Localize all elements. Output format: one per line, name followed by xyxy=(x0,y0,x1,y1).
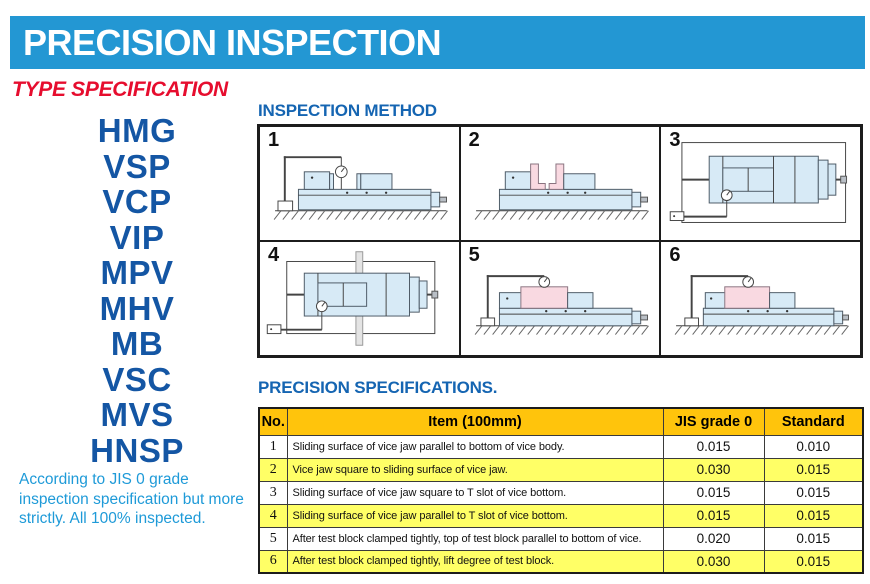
type-code-list xyxy=(25,113,249,468)
precision-specifications-heading: PRECISION SPECIFICATIONS. xyxy=(258,378,498,397)
step-number: 4 xyxy=(268,244,280,266)
type-code: MVS xyxy=(100,396,174,433)
test-block xyxy=(725,287,770,308)
page-title: PRECISION INSPECTION xyxy=(23,21,442,63)
square-block-icon xyxy=(549,164,564,189)
vice-side-view-test-block-lift-diagram xyxy=(661,242,860,355)
row-item: Sliding surface of vice jaw square to T slot of vice bottom. xyxy=(287,481,663,504)
inspection-note: According to JIS 0 grade inspection specification but more strictly. All 100% inspected. xyxy=(19,471,244,527)
inspection-method-heading: INSPECTION METHOD xyxy=(258,101,437,120)
dial-indicator-icon xyxy=(722,190,733,201)
row-jis-value: 0.030 xyxy=(663,458,764,481)
method-step-4 xyxy=(259,241,460,356)
vice-top-view-t-slot-diagram xyxy=(260,242,459,355)
row-item: Sliding surface of vice jaw parallel to bottom of vice body. xyxy=(287,435,663,458)
row-jis-value: 0.015 xyxy=(663,481,764,504)
square-block-icon xyxy=(530,164,545,189)
table-row xyxy=(259,435,863,458)
step-number: 3 xyxy=(669,129,681,151)
table-row xyxy=(259,504,863,527)
row-no: 1 xyxy=(259,435,287,458)
step-number: 1 xyxy=(268,129,280,151)
row-item: After test block clamped tightly, top of test block parallel to bottom of vice. xyxy=(287,527,663,550)
type-code: VSC xyxy=(102,360,172,398)
type-code: VSP xyxy=(103,147,171,185)
title-banner xyxy=(10,16,865,69)
table-row xyxy=(259,458,863,481)
type-code: HMG xyxy=(97,112,177,149)
column-header-no: No. xyxy=(259,408,287,435)
vice-side-view-square-blocks-diagram xyxy=(461,127,660,240)
column-header-jis-grade-0: JIS grade 0 xyxy=(663,408,764,435)
row-item: After test block clamped tightly, lift degree of test block. xyxy=(287,550,663,573)
type-code: MB xyxy=(110,325,164,362)
type-code: VCP xyxy=(102,183,172,220)
row-standard-value: 0.015 xyxy=(764,550,863,573)
row-item: Vice jaw square to sliding surface of vice jaw. xyxy=(287,458,663,481)
row-jis-value: 0.030 xyxy=(663,550,764,573)
method-step-5 xyxy=(460,241,661,356)
column-header-item: Item (100mm) xyxy=(287,408,663,435)
type-code: VIP xyxy=(109,218,165,256)
row-no: 6 xyxy=(259,550,287,573)
row-jis-value: 0.015 xyxy=(663,504,764,527)
table-header-row xyxy=(259,408,863,435)
type-code: MHV xyxy=(99,289,175,327)
row-standard-value: 0.015 xyxy=(764,504,863,527)
method-step-1 xyxy=(259,126,460,241)
row-item: Sliding surface of vice jaw parallel to T slot of vice bottom. xyxy=(287,504,663,527)
test-block xyxy=(521,287,568,308)
table-row xyxy=(259,527,863,550)
row-standard-value: 0.010 xyxy=(764,435,863,458)
row-standard-value: 0.015 xyxy=(764,481,863,504)
column-header-standard: Standard xyxy=(764,408,863,435)
table-row xyxy=(259,481,863,504)
row-no: 4 xyxy=(259,504,287,527)
method-step-2 xyxy=(460,126,661,241)
type-code: HNSP xyxy=(90,431,184,469)
row-standard-value: 0.015 xyxy=(764,458,863,481)
row-jis-value: 0.015 xyxy=(663,435,764,458)
method-step-6 xyxy=(660,241,861,356)
row-standard-value: 0.015 xyxy=(764,527,863,550)
type-specification-heading: TYPE SPECIFICATION xyxy=(12,78,228,101)
vice-side-view-indicator-diagram xyxy=(260,127,459,240)
row-no: 5 xyxy=(259,527,287,550)
vice-top-view-indicator-diagram xyxy=(661,127,860,240)
step-number: 6 xyxy=(669,244,681,266)
vice-side-view-test-block-diagram xyxy=(461,242,660,355)
dial-indicator-icon xyxy=(743,277,754,288)
row-no: 3 xyxy=(259,481,287,504)
step-number: 2 xyxy=(468,129,480,151)
method-step-3 xyxy=(660,126,861,241)
precision-specifications-table xyxy=(258,407,864,574)
inspection-method-grid xyxy=(257,124,863,358)
table-row xyxy=(259,550,863,573)
type-code: MPV xyxy=(100,254,174,291)
row-jis-value: 0.020 xyxy=(663,527,764,550)
step-number: 5 xyxy=(468,244,480,266)
row-no: 2 xyxy=(259,458,287,481)
